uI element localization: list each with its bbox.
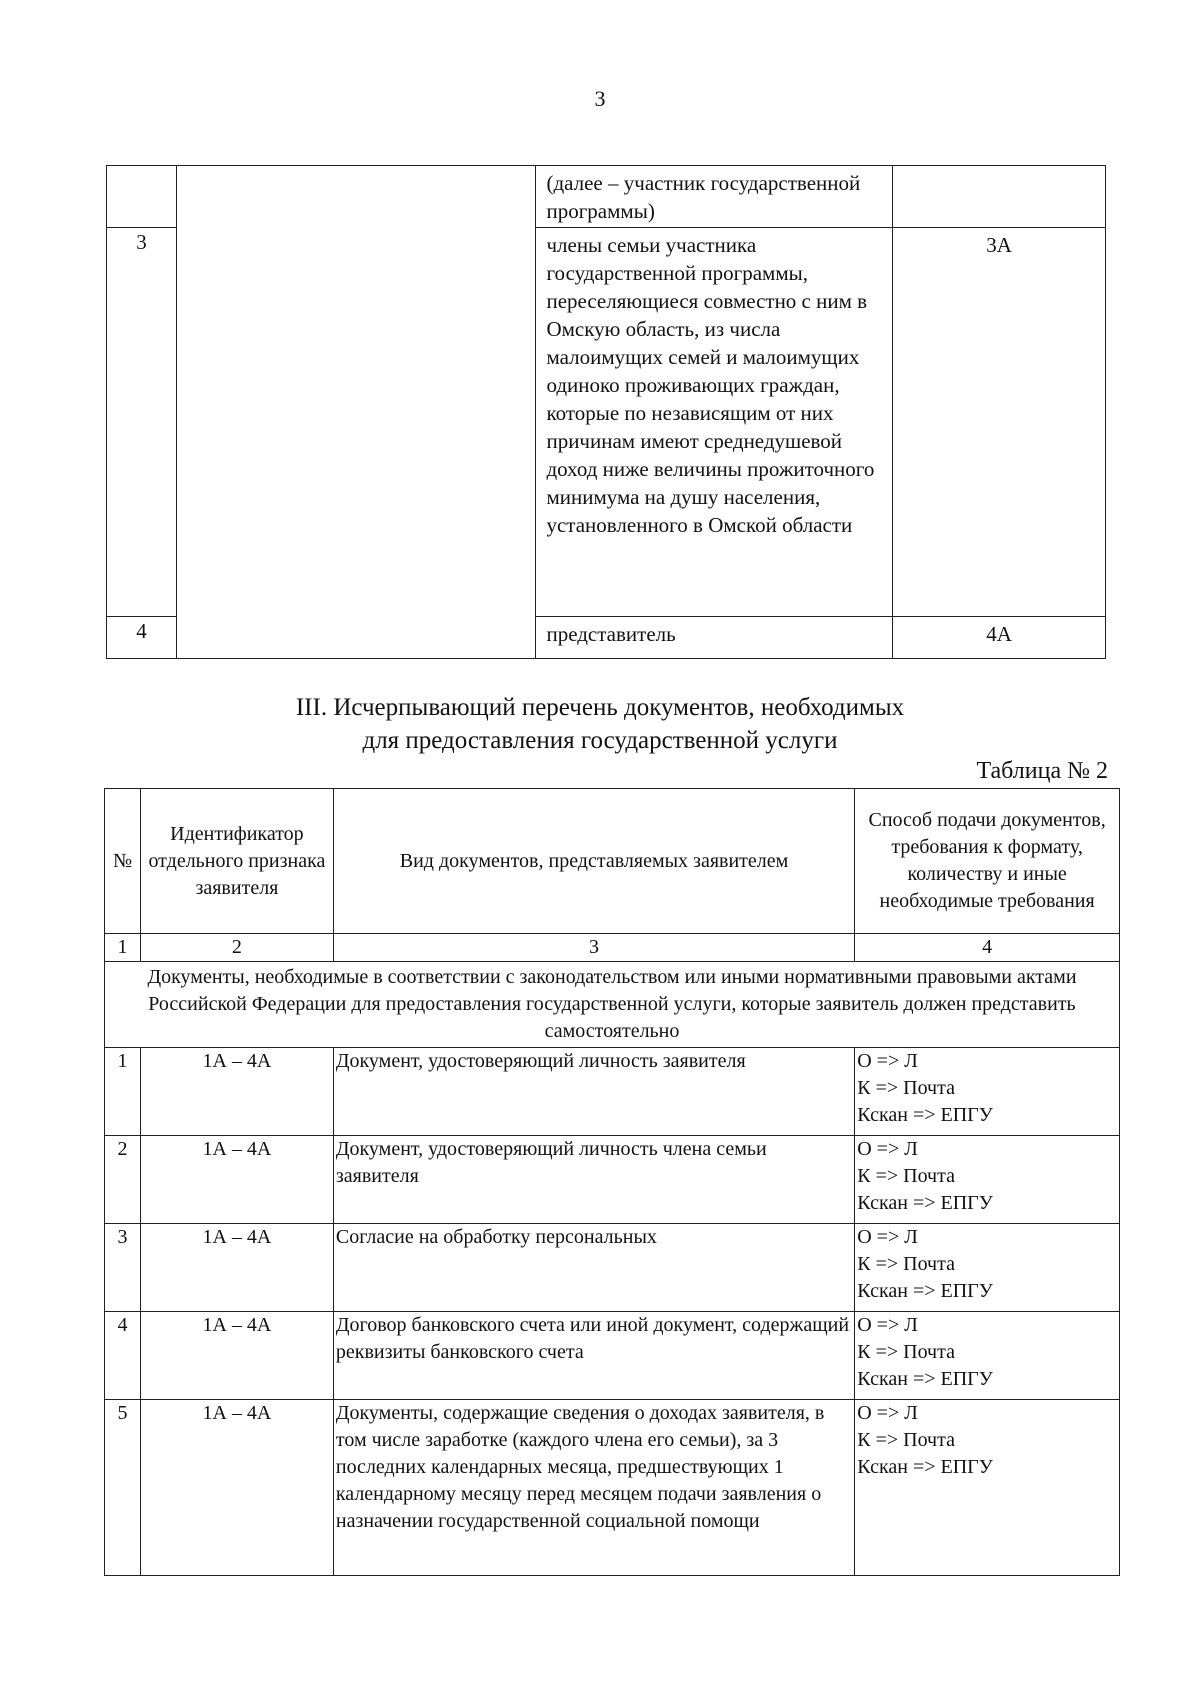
row-identifier: 1А – 4А	[140, 1048, 333, 1136]
method-line: Кскан => ЕПГУ	[857, 1456, 993, 1478]
row-number: 5	[105, 1400, 141, 1576]
section-row	[105, 962, 1120, 1048]
method-line: Кскан => ЕПГУ	[857, 1192, 993, 1214]
row-identifier: 1А – 4А	[140, 1136, 333, 1224]
method-line: О => Л	[857, 1314, 918, 1336]
row-number	[107, 166, 177, 228]
row-identifier: 1А – 4А	[140, 1312, 333, 1400]
row-document: Договор банковского счета или иной документ, содержащий реквизиты банковского счета	[333, 1312, 854, 1400]
row-document: Документ, удостоверяющий личность члена семьи заявителя	[333, 1136, 854, 1224]
table-label: Таблица № 2	[976, 758, 1108, 784]
section-heading-line-1: III. Исчерпывающий перечень документов, необходимых	[295, 694, 905, 721]
header-identifier: Идентификатор отдельного признака заявителя	[140, 789, 333, 934]
row-methods	[855, 1048, 1120, 1136]
category-description: представитель	[536, 617, 893, 659]
row-document: Документы, содержащие сведения о доходах заявителя, в том числе заработке (каждого члена его семьи), за 3 последних календарных месяца, предшествующих 1 календарному месяцу перед месяцем подачи заявления о назначении государственной социальной помощи	[333, 1400, 854, 1576]
method-line: Кскан => ЕПГУ	[857, 1368, 993, 1390]
row-number: 3	[107, 228, 177, 617]
category-description: члены семьи участника государственной программы, переселяющиеся совместно с ним в Омскую область, из числа малоимущих семей и малоимущих одиноко проживающих граждан, которые по независящим от них причинам имеют среднедушевой доход ниже величины прожиточного минимума на душу населения, установленного в Омской области	[536, 228, 893, 617]
category-code: 3А	[893, 228, 1106, 617]
row-methods	[855, 1312, 1120, 1400]
method-line: К => Почта	[857, 1429, 955, 1451]
row-identifier: 1А – 4А	[140, 1400, 333, 1576]
category-code	[893, 166, 1106, 228]
method-line: О => Л	[857, 1226, 918, 1248]
row-number: 2	[105, 1136, 141, 1224]
page-number: 3	[594, 86, 606, 111]
row-methods	[855, 1224, 1120, 1312]
method-line: К => Почта	[857, 1165, 955, 1187]
row-document: Согласие на обработку персональных	[333, 1224, 854, 1312]
table-row	[105, 1400, 1120, 1576]
row-number: 3	[105, 1224, 141, 1312]
table-row	[105, 1312, 1120, 1400]
documents-table	[104, 788, 1120, 1576]
table-row	[105, 1048, 1120, 1136]
applicant-categories-table	[106, 165, 1106, 659]
method-line: О => Л	[857, 1050, 918, 1072]
method-line: О => Л	[857, 1402, 918, 1424]
row-number: 4	[105, 1312, 141, 1400]
method-line: О => Л	[857, 1138, 918, 1160]
section-row-text: Документы, необходимые в соответствии с законодательством или иными нормативными правовыми актами Российской Федерации для предоставления государственной услуги, которые заявитель должен представить самостоятельно	[105, 962, 1120, 1048]
category-code: 4А	[893, 617, 1106, 659]
header-no: №	[105, 789, 141, 934]
table-row	[105, 1224, 1120, 1312]
category-description: (далее – участник государственной программы)	[536, 166, 893, 228]
column-index: 4	[855, 934, 1120, 962]
row-identifier: 1А – 4А	[140, 1224, 333, 1312]
row-methods	[855, 1400, 1120, 1576]
method-line: К => Почта	[857, 1077, 955, 1099]
column-index: 1	[105, 934, 141, 962]
row-number: 4	[107, 617, 177, 659]
column-index: 2	[140, 934, 333, 962]
merged-empty-cell	[176, 166, 536, 659]
table-row	[107, 166, 1106, 228]
table-row	[105, 1136, 1120, 1224]
section-heading-line-2: для предоставления государственной услуги	[362, 727, 838, 754]
column-index-row	[105, 934, 1120, 962]
method-line: Кскан => ЕПГУ	[857, 1104, 993, 1126]
method-line: К => Почта	[857, 1341, 955, 1363]
method-line: Кскан => ЕПГУ	[857, 1280, 993, 1302]
method-line: К => Почта	[857, 1253, 955, 1275]
header-row	[105, 789, 1120, 934]
row-methods	[855, 1136, 1120, 1224]
header-method: Способ подачи документов, требования к формату, количеству и иные необходимые требования	[855, 789, 1120, 934]
row-number: 1	[105, 1048, 141, 1136]
header-doc-type: Вид документов, представляемых заявителем	[333, 789, 854, 934]
row-document: Документ, удостоверяющий личность заявителя	[333, 1048, 854, 1136]
column-index: 3	[333, 934, 854, 962]
